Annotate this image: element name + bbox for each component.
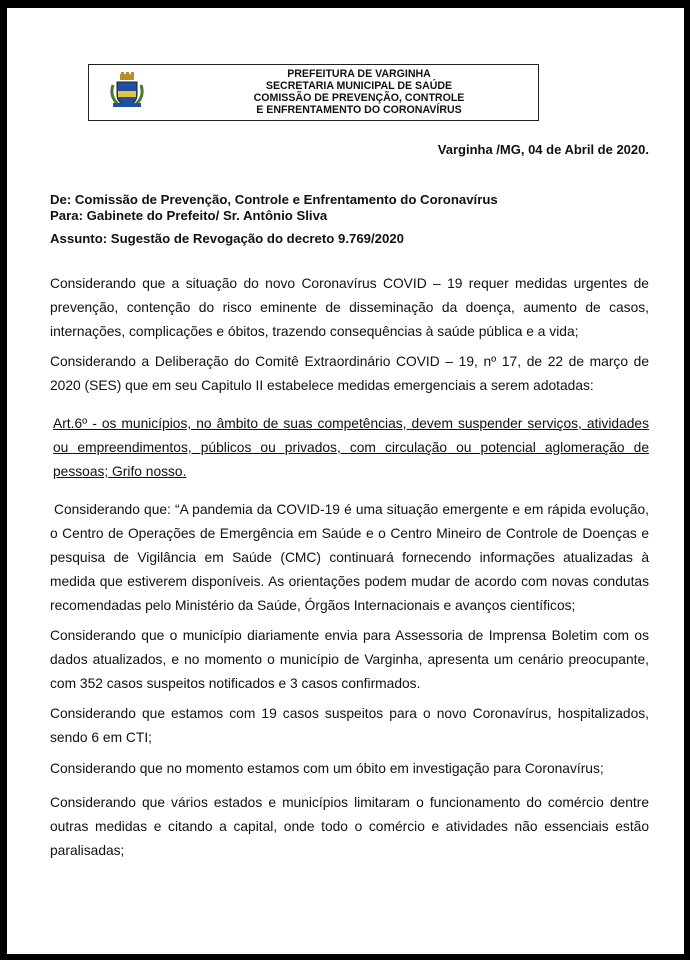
quoted-article: Art.6º - os municípios, no âmbito de suas competências, devem suspender serviços, atividades ou empreendimentos, públicos ou privados, com circulação ou potencial aglomeração de pessoas; Grifo nosso. [53, 416, 649, 479]
letterhead-line: SECRETARIA MUNICIPAL DE SAÚDE [265, 80, 453, 92]
body-paragraph: Considerando que no momento estamos com um óbito em investigação para Coronavírus; [50, 761, 604, 776]
body-paragraph: Considerando que vários estados e municípios limitaram o funcionamento do comércio dentre outras medidas e citando a capital, onde todo o comércio e atividades não essenciais estão paralisadas; [50, 795, 649, 858]
recipient-line: Para: Gabinete do Prefeito/ Sr. Antônio Sliva [50, 208, 328, 223]
body-paragraph: Considerando que: “A pandemia da COVID-19 é uma situação emergente e em rápida evolução, o Centro de Operações de Emergência em Saúde e o Centro Mineiro de Controle de Doenças e pesquisa de Vigilância em Saúde (CMC) continuará fornecendo informações atualizadas à medida que estiverem disponíveis. As orientações podem mudar de acordo com novas condutas recomendadas pelo Ministério da Saúde, Órgãos Internacionais e avanços científicos; [50, 502, 649, 613]
letterhead-line: E ENFRENTAMENTO DO CORONAVÍRUS [256, 104, 462, 116]
municipal-crest-icon [107, 71, 147, 111]
subject-line: Assunto: Sugestão de Revogação do decreto 9.769/2020 [50, 231, 404, 246]
document-date: Varginha /MG, 04 de Abril de 2020. [437, 142, 649, 157]
letterhead-line: COMISSÃO DE PREVENÇÃO, CONTROLE [253, 92, 465, 104]
sender-line: De: Comissão de Prevenção, Controle e Enfrentamento do Coronavírus [50, 192, 498, 207]
body-paragraph: Considerando que estamos com 19 casos suspeitos para o novo Coronavírus, hospitalizados, sendo 6 em CTI; [50, 706, 649, 745]
body-paragraph: Considerando a Deliberação do Comitê Extraordinário COVID – 19, nº 17, de 22 de março de 2020 (SES) que em seu Capitulo II estabelece medidas emergenciais a serem adotadas: [50, 354, 649, 393]
document-page [7, 8, 684, 954]
letterhead-line: PREFEITURA DE VARGINHA [287, 68, 431, 80]
letterhead-text [229, 68, 489, 116]
body-paragraph: Considerando que o município diariamente envia para Assessoria de Imprensa Boletim com os dados atualizados, e no momento o município de Varginha, apresenta um cenário preocupante, com 352 casos suspeitos notificados e 3 casos confirmados. [50, 628, 649, 691]
body-paragraph: Considerando que a situação do novo Coronavírus COVID – 19 requer medidas urgentes de prevenção, contenção do risco eminente de disseminação da doença, aumento de casos, internações, complicações e óbitos, trazendo consequências à saúde pública e a vida; [50, 276, 649, 339]
letterhead [88, 64, 539, 121]
